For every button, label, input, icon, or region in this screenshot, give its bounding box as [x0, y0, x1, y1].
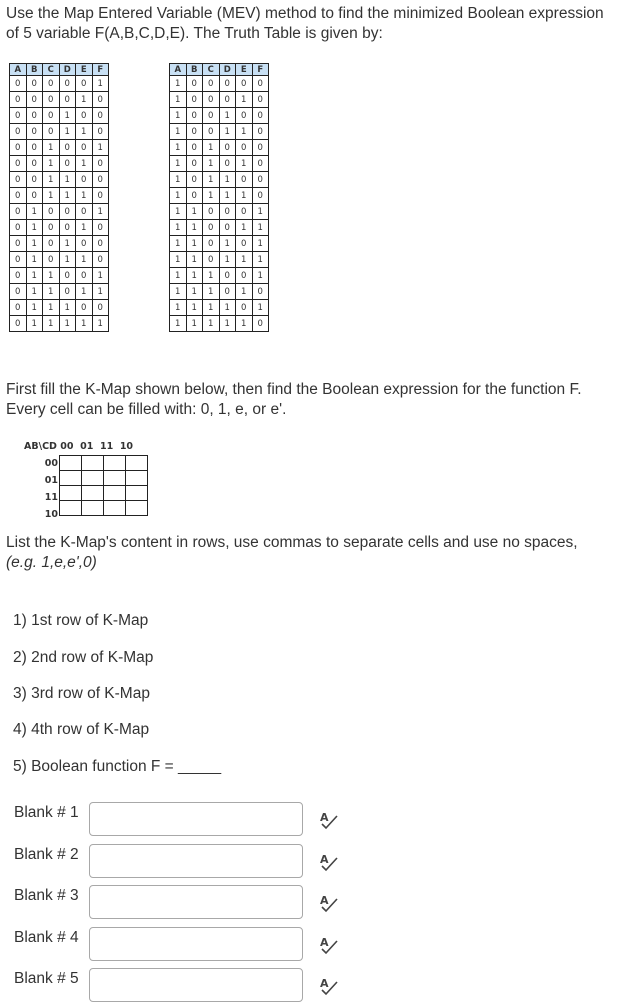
- truth-table-cell: 1: [203, 140, 220, 156]
- truth-table-cell: 0: [203, 220, 220, 236]
- kmap-row-label: 11: [44, 492, 58, 503]
- truth-table-cell: 1: [92, 268, 109, 284]
- truth-table-cell: 0: [236, 140, 253, 156]
- truth-table-row: [170, 220, 269, 236]
- truth-table-cell: 0: [186, 108, 203, 124]
- kmap-cell: [104, 501, 126, 516]
- truth-table-header-row: [170, 64, 269, 76]
- truth-table-cell: 0: [43, 92, 60, 108]
- truth-table-right: [169, 63, 269, 332]
- truth-table-cell: 1: [92, 76, 109, 92]
- truth-table-cell: 0: [76, 204, 93, 220]
- truth-table-cell: 1: [170, 188, 187, 204]
- truth-table-cell: 0: [10, 108, 27, 124]
- truth-table-cell: 1: [203, 188, 220, 204]
- truth-table-cell: 0: [43, 108, 60, 124]
- question-item: 4) 4th row of K-Map: [13, 721, 150, 738]
- truth-table-cell: 1: [26, 252, 43, 268]
- truth-table-cell: 1: [252, 236, 269, 252]
- truth-table-cell: 0: [219, 92, 236, 108]
- svg-text:A: A: [320, 936, 329, 949]
- truth-table-row: [10, 204, 109, 220]
- question-item: 2) 2nd row of K-Map: [13, 649, 154, 666]
- kmap-cell: [60, 456, 82, 471]
- truth-table-cell: 0: [252, 108, 269, 124]
- truth-table-cell: 0: [219, 76, 236, 92]
- truth-table-row: [10, 220, 109, 236]
- truth-table-header-cell: B: [186, 64, 203, 76]
- truth-table-cell: 1: [170, 268, 187, 284]
- svg-text:A: A: [320, 811, 329, 824]
- truth-table-cell: 1: [76, 156, 93, 172]
- kmap-cell: [104, 471, 126, 486]
- truth-table-cell: 1: [92, 204, 109, 220]
- spell-check-icon[interactable]: [318, 975, 340, 997]
- truth-table-header-cell: A: [10, 64, 27, 76]
- truth-table-cell: 0: [92, 108, 109, 124]
- truth-table-header-cell: E: [76, 64, 93, 76]
- truth-table-cell: 1: [236, 188, 253, 204]
- blank-5-input[interactable]: [89, 968, 303, 1002]
- truth-table-cell: 0: [236, 108, 253, 124]
- kmap-row-label: 01: [44, 475, 58, 486]
- svg-text:A: A: [320, 977, 329, 990]
- truth-table-row: [170, 300, 269, 316]
- kmap-col-label: 10: [119, 441, 134, 452]
- truth-table-cell: 0: [203, 204, 220, 220]
- truth-table-cell: 0: [10, 220, 27, 236]
- truth-table-cell: 1: [203, 156, 220, 172]
- truth-table-cell: 1: [219, 108, 236, 124]
- truth-table-row: [10, 172, 109, 188]
- truth-table-row: [10, 124, 109, 140]
- question-item: 5) Boolean function F = _____: [13, 758, 222, 775]
- truth-table-cell: 1: [186, 220, 203, 236]
- truth-table-cell: 0: [92, 252, 109, 268]
- truth-table-row: [10, 140, 109, 156]
- truth-table-row: [170, 124, 269, 140]
- truth-table-cell: 0: [186, 76, 203, 92]
- blank-3-input[interactable]: [89, 885, 303, 919]
- truth-table-cell: 1: [76, 316, 93, 332]
- truth-table-cell: 0: [26, 140, 43, 156]
- truth-table-cell: 1: [219, 316, 236, 332]
- truth-table-cell: 0: [76, 300, 93, 316]
- truth-table-cell: 0: [219, 156, 236, 172]
- truth-table-header-cell: C: [43, 64, 60, 76]
- kmap-row-label: 10: [44, 509, 58, 520]
- truth-table-cell: 1: [26, 236, 43, 252]
- truth-table-cell: 1: [252, 300, 269, 316]
- truth-table-cell: 0: [219, 140, 236, 156]
- truth-table-cell: 0: [236, 172, 253, 188]
- truth-table-cell: 0: [252, 140, 269, 156]
- truth-table-cell: 0: [10, 172, 27, 188]
- truth-table-cell: 1: [252, 204, 269, 220]
- kmap-col-label: 01: [80, 441, 94, 452]
- truth-table-cell: 0: [76, 76, 93, 92]
- truth-table-cell: 1: [219, 188, 236, 204]
- truth-table-row: [170, 156, 269, 172]
- truth-table-cell: 1: [203, 284, 220, 300]
- truth-table-cell: 0: [10, 300, 27, 316]
- truth-table-cell: 0: [59, 140, 76, 156]
- svg-text:A: A: [320, 894, 329, 907]
- truth-table-cell: 1: [170, 300, 187, 316]
- truth-table-cell: 1: [92, 140, 109, 156]
- truth-table-cell: 1: [26, 220, 43, 236]
- truth-table-row: [10, 76, 109, 92]
- truth-table-cell: 0: [10, 204, 27, 220]
- kmap-cell: [82, 486, 104, 501]
- truth-table-cell: 0: [236, 76, 253, 92]
- truth-table-cell: 0: [252, 188, 269, 204]
- truth-table-row: [170, 268, 269, 284]
- truth-table-cell: 0: [186, 124, 203, 140]
- truth-table-cell: 1: [170, 316, 187, 332]
- truth-table-cell: 0: [236, 300, 253, 316]
- kmap-header: [24, 441, 133, 452]
- truth-table-cell: 1: [170, 172, 187, 188]
- truth-table-cell: 1: [43, 188, 60, 204]
- truth-table-row: [170, 188, 269, 204]
- truth-table-cell: 0: [236, 204, 253, 220]
- truth-table-row: [10, 156, 109, 172]
- truth-table-cell: 1: [170, 140, 187, 156]
- truth-table-header-cell: A: [170, 64, 187, 76]
- truth-table-cell: 0: [236, 268, 253, 284]
- truth-table-cell: 1: [252, 268, 269, 284]
- truth-table-cell: 1: [252, 252, 269, 268]
- truth-table-cell: 1: [203, 300, 220, 316]
- blank-label: Blank # 3: [14, 887, 79, 904]
- truth-table-cell: 1: [170, 76, 187, 92]
- truth-table-cell: 0: [59, 76, 76, 92]
- truth-table-row: [170, 172, 269, 188]
- truth-table-row: [10, 188, 109, 204]
- truth-table-cell: 1: [76, 92, 93, 108]
- truth-table-cell: 0: [59, 156, 76, 172]
- blank-2-input[interactable]: [89, 844, 303, 878]
- kmap-cell: [60, 471, 82, 486]
- truth-table-cell: 1: [26, 316, 43, 332]
- blank-1-input[interactable]: [89, 802, 303, 836]
- truth-table-cell: 1: [236, 124, 253, 140]
- truth-table-cell: 0: [10, 316, 27, 332]
- list-instructions-text: List the K-Map's content in rows, use commas to separate cells and use no spaces,: [6, 534, 578, 551]
- truth-table-header-cell: B: [26, 64, 43, 76]
- truth-table-cell: 1: [203, 172, 220, 188]
- truth-table-cell: 0: [10, 92, 27, 108]
- truth-table-cell: 0: [219, 284, 236, 300]
- truth-table-cell: 1: [236, 92, 253, 108]
- truth-table-cell: 1: [186, 252, 203, 268]
- truth-table-cell: 1: [170, 284, 187, 300]
- truth-table-cell: 1: [76, 188, 93, 204]
- truth-table-header-cell: D: [59, 64, 76, 76]
- truth-table-cell: 0: [59, 268, 76, 284]
- truth-table-row: [170, 108, 269, 124]
- truth-table-row: [10, 284, 109, 300]
- blank-label: Blank # 4: [14, 929, 79, 946]
- truth-table-cell: 1: [92, 316, 109, 332]
- truth-table-cell: 0: [186, 156, 203, 172]
- kmap-cell: [60, 486, 82, 501]
- kmap-cell: [126, 501, 148, 516]
- truth-table-cell: 0: [26, 188, 43, 204]
- truth-table-cell: 1: [170, 156, 187, 172]
- truth-table-cell: 1: [170, 236, 187, 252]
- truth-table-cell: 1: [186, 284, 203, 300]
- truth-table-cell: 0: [252, 76, 269, 92]
- truth-table-cell: 0: [26, 92, 43, 108]
- kmap-row-labels: [38, 455, 58, 523]
- truth-table-row: [10, 316, 109, 332]
- truth-table-cell: 1: [59, 188, 76, 204]
- truth-table-cell: 1: [170, 124, 187, 140]
- truth-table-row: [170, 236, 269, 252]
- truth-table-cell: 0: [59, 220, 76, 236]
- kmap-cell: [82, 471, 104, 486]
- kmap-cell: [82, 456, 104, 471]
- blank-label: Blank # 1: [14, 804, 79, 821]
- truth-table-header-cell: F: [252, 64, 269, 76]
- truth-table-row: [10, 300, 109, 316]
- truth-table-cell: 1: [186, 268, 203, 284]
- truth-table-header-row: [10, 64, 109, 76]
- truth-table-cell: 0: [252, 316, 269, 332]
- truth-table-cell: 0: [43, 76, 60, 92]
- spell-check-icon[interactable]: [318, 809, 340, 831]
- truth-table-cell: 1: [219, 236, 236, 252]
- truth-table-cell: 0: [26, 156, 43, 172]
- kmap-cell: [126, 456, 148, 471]
- truth-table-cell: 0: [10, 268, 27, 284]
- truth-table-cell: 1: [203, 268, 220, 284]
- truth-table-cell: 1: [219, 124, 236, 140]
- truth-table-cell: 0: [203, 252, 220, 268]
- truth-table-row: [170, 204, 269, 220]
- truth-table-row: [170, 76, 269, 92]
- truth-table-cell: 1: [186, 204, 203, 220]
- kmap-col-label: 11: [99, 441, 114, 452]
- kmap-cell: [126, 486, 148, 501]
- truth-table-cell: 0: [252, 124, 269, 140]
- truth-table-cell: 1: [59, 300, 76, 316]
- truth-table-cell: 0: [92, 236, 109, 252]
- truth-table-row: [170, 316, 269, 332]
- truth-table-cell: 1: [26, 268, 43, 284]
- truth-table-cell: 0: [92, 92, 109, 108]
- truth-table-cell: 0: [186, 140, 203, 156]
- truth-table-cell: 0: [203, 236, 220, 252]
- kmap-corner-label: AB\CD: [24, 441, 57, 452]
- truth-table-cell: 0: [186, 172, 203, 188]
- spell-check-icon[interactable]: [318, 934, 340, 956]
- truth-table-cell: 1: [43, 156, 60, 172]
- truth-table-cell: 0: [76, 140, 93, 156]
- truth-table-header-cell: C: [203, 64, 220, 76]
- truth-table-cell: 0: [43, 124, 60, 140]
- truth-table-cell: 0: [186, 92, 203, 108]
- svg-text:A: A: [320, 853, 329, 866]
- truth-table-cell: 0: [203, 124, 220, 140]
- truth-table-cell: 1: [43, 284, 60, 300]
- truth-table-left: [9, 63, 109, 332]
- truth-table-cell: 1: [76, 220, 93, 236]
- truth-table-cell: 0: [203, 92, 220, 108]
- truth-table-cell: 0: [76, 268, 93, 284]
- truth-table-cell: 1: [43, 268, 60, 284]
- truth-table-cell: 1: [236, 284, 253, 300]
- kmap-grid: [59, 455, 148, 516]
- blank-label: Blank # 2: [14, 846, 79, 863]
- kmap-row-label: 00: [44, 458, 58, 469]
- blank-4-input[interactable]: [89, 927, 303, 961]
- kmap-col-label: 00: [60, 441, 74, 452]
- truth-table-cell: 1: [236, 156, 253, 172]
- truth-table-cell: 0: [26, 76, 43, 92]
- truth-table-cell: 0: [10, 140, 27, 156]
- list-instructions: [6, 533, 616, 573]
- kmap-cell: [60, 501, 82, 516]
- truth-table-cell: 0: [203, 108, 220, 124]
- kmap-cell: [126, 471, 148, 486]
- spell-check-icon[interactable]: [318, 892, 340, 914]
- truth-table-cell: 1: [26, 300, 43, 316]
- truth-table-cell: 0: [26, 124, 43, 140]
- list-example: (e.g. 1,e,e',0): [6, 554, 97, 571]
- truth-table-cell: 1: [59, 252, 76, 268]
- truth-table-header-cell: F: [92, 64, 109, 76]
- truth-table-cell: 1: [59, 124, 76, 140]
- truth-table-cell: 1: [170, 220, 187, 236]
- truth-table-cell: 1: [26, 284, 43, 300]
- truth-table-cell: 1: [186, 236, 203, 252]
- truth-table-cell: 0: [10, 156, 27, 172]
- truth-table-cell: 0: [92, 300, 109, 316]
- truth-table-cell: 0: [219, 220, 236, 236]
- truth-table-cell: 1: [59, 316, 76, 332]
- truth-table-cell: 0: [43, 220, 60, 236]
- truth-table-cell: 1: [76, 124, 93, 140]
- blank-label: Blank # 5: [14, 970, 79, 987]
- truth-table-cell: 0: [43, 252, 60, 268]
- truth-table-cell: 0: [219, 204, 236, 220]
- truth-table-cell: 1: [219, 172, 236, 188]
- truth-table-cell: 1: [170, 204, 187, 220]
- truth-table-cell: 1: [219, 252, 236, 268]
- truth-table-cell: 0: [252, 172, 269, 188]
- truth-table-cell: 0: [43, 236, 60, 252]
- truth-table-cell: 1: [186, 316, 203, 332]
- truth-table-cell: 0: [236, 236, 253, 252]
- truth-table-cell: 0: [59, 284, 76, 300]
- truth-table-cell: 0: [10, 252, 27, 268]
- truth-table-row: [10, 268, 109, 284]
- truth-table-cell: 0: [186, 188, 203, 204]
- truth-table-row: [170, 284, 269, 300]
- truth-table-cell: 0: [252, 284, 269, 300]
- truth-table-cell: 1: [186, 300, 203, 316]
- truth-table-header-cell: E: [236, 64, 253, 76]
- truth-table-cell: 1: [43, 140, 60, 156]
- truth-table-cell: 0: [43, 204, 60, 220]
- truth-table-cell: 1: [236, 220, 253, 236]
- truth-table-row: [170, 252, 269, 268]
- truth-table-cell: 1: [59, 236, 76, 252]
- truth-table-cell: 0: [76, 108, 93, 124]
- truth-table-cell: 1: [203, 316, 220, 332]
- truth-table-cell: 0: [10, 124, 27, 140]
- kmap-cell: [82, 501, 104, 516]
- truth-table-cell: 0: [59, 92, 76, 108]
- truth-table-cell: 1: [236, 252, 253, 268]
- truth-table-cell: 0: [26, 108, 43, 124]
- truth-table-cell: 0: [59, 204, 76, 220]
- truth-table-cell: 1: [26, 204, 43, 220]
- truth-table-cell: 1: [170, 108, 187, 124]
- truth-table-cell: 0: [92, 188, 109, 204]
- truth-table-cell: 1: [43, 172, 60, 188]
- truth-table-cell: 0: [76, 236, 93, 252]
- truth-table-cell: 0: [26, 172, 43, 188]
- truth-table-cell: 1: [76, 252, 93, 268]
- truth-table-row: [170, 140, 269, 156]
- truth-table-cell: 1: [252, 220, 269, 236]
- truth-table-row: [10, 252, 109, 268]
- truth-table-row: [170, 92, 269, 108]
- truth-table-cell: 0: [252, 92, 269, 108]
- kmap-cell: [104, 456, 126, 471]
- truth-table-cell: 1: [219, 300, 236, 316]
- truth-table-row: [10, 92, 109, 108]
- truth-table-cell: 1: [76, 284, 93, 300]
- kmap-cell: [104, 486, 126, 501]
- truth-table-cell: 1: [59, 108, 76, 124]
- truth-table-cell: 0: [10, 188, 27, 204]
- kmap-instructions: First fill the K-Map shown below, then find the Boolean expression for the function F. Every cell can be filled with: 0, 1, e, or e'.: [6, 381, 582, 418]
- truth-table-cell: 0: [252, 156, 269, 172]
- truth-table-cell: 0: [92, 172, 109, 188]
- truth-table-cell: 1: [59, 172, 76, 188]
- truth-table-row: [10, 108, 109, 124]
- truth-table-cell: 0: [92, 220, 109, 236]
- question-intro: Use the Map Entered Variable (MEV) method to find the minimized Boolean expression of 5 variable F(A,B,C,D,E). The Truth Table is given by:: [6, 5, 604, 42]
- truth-table-cell: 0: [219, 268, 236, 284]
- truth-table-cell: 0: [10, 284, 27, 300]
- truth-table-cell: 1: [170, 92, 187, 108]
- truth-table-cell: 0: [203, 76, 220, 92]
- truth-table-cell: 1: [236, 316, 253, 332]
- truth-table-header-cell: D: [219, 64, 236, 76]
- truth-table-cell: 0: [10, 76, 27, 92]
- truth-table-cell: 0: [92, 156, 109, 172]
- truth-table-cell: 1: [170, 252, 187, 268]
- question-item: 3) 3rd row of K-Map: [13, 685, 150, 702]
- truth-table-row: [10, 236, 109, 252]
- question-item: 1) 1st row of K-Map: [13, 612, 149, 629]
- truth-table-cell: 1: [92, 284, 109, 300]
- spell-check-icon[interactable]: [318, 851, 340, 873]
- truth-table-cell: 0: [76, 172, 93, 188]
- truth-table-cell: 0: [92, 124, 109, 140]
- truth-table-cell: 1: [43, 316, 60, 332]
- truth-table-cell: 0: [10, 236, 27, 252]
- truth-table-cell: 1: [43, 300, 60, 316]
